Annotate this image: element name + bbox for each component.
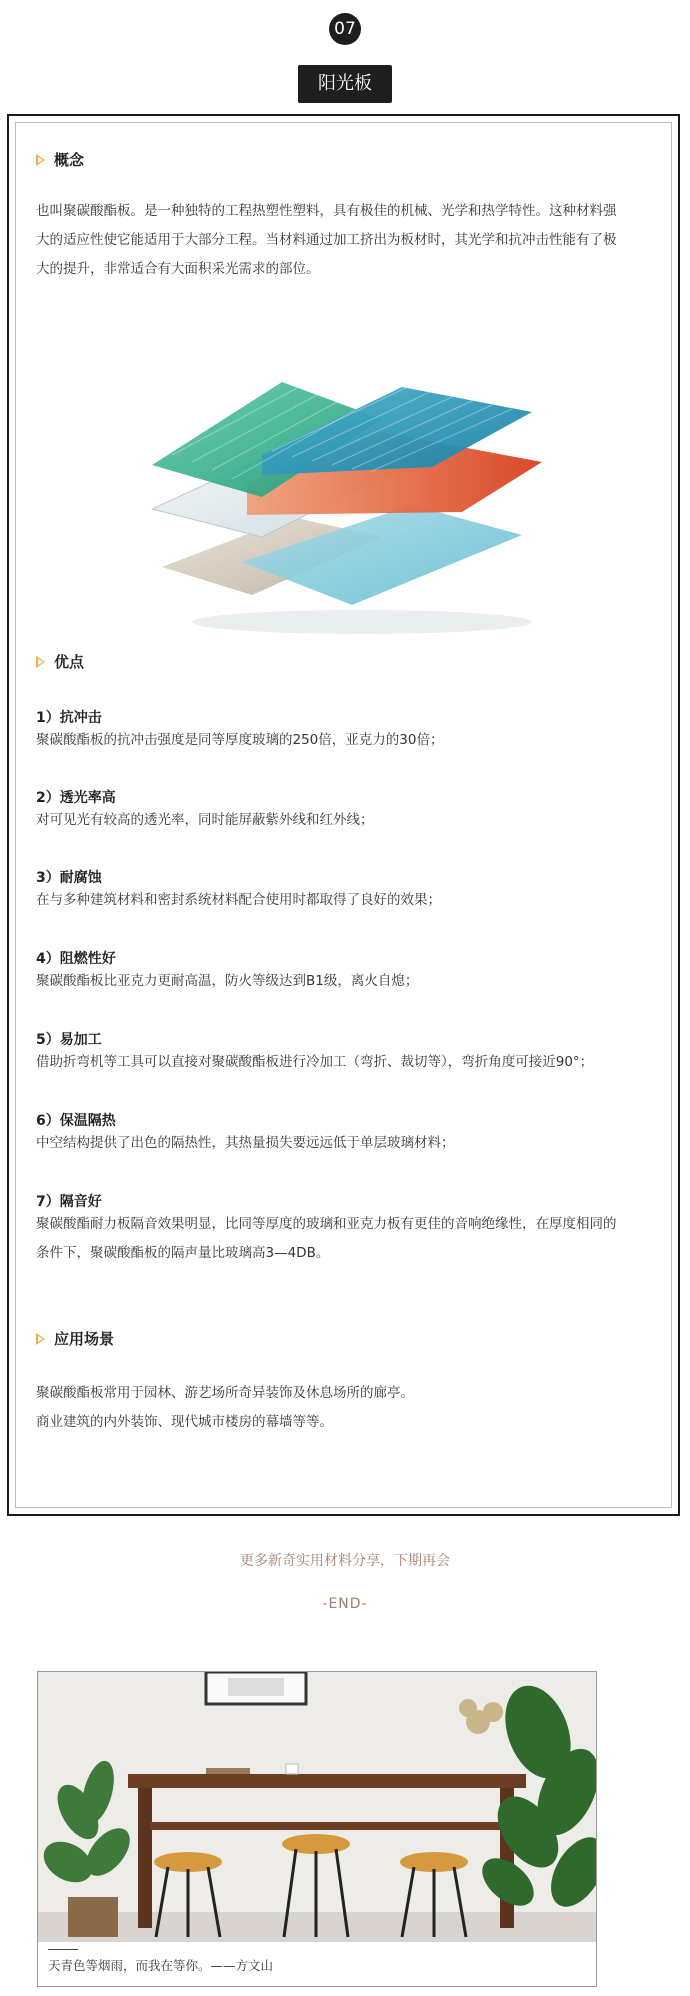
advantages-heading-label: 优点 bbox=[54, 653, 85, 671]
concept-paragraph bbox=[36, 197, 666, 284]
triangle-bullet-icon bbox=[36, 656, 45, 668]
section-number-badge: 07 bbox=[329, 13, 361, 45]
advantage-title: 7）隔音好 bbox=[36, 1194, 102, 1210]
advantage-title: 6）保温隔热 bbox=[36, 1113, 116, 1129]
concept-line: 大的提升，非常适合有大面积采光需求的部位。 bbox=[36, 261, 320, 277]
advantage-desc: 对可见光有较高的透光率，同时能屏蔽紫外线和红外线； bbox=[36, 812, 374, 828]
advantages-heading bbox=[36, 651, 84, 672]
polycarbonate-sheets-image bbox=[152, 337, 552, 637]
section-title: 阳光板 bbox=[298, 65, 392, 103]
advantage-desc: 聚碳酸酯板的抗冲击强度是同等厚度玻璃的250倍，亚克力的30倍； bbox=[36, 732, 444, 748]
applications-line: 聚碳酸酯板常用于园林、游艺场所奇异装饰及休息场所的廊亭。 bbox=[36, 1385, 414, 1401]
interior-photo bbox=[37, 1671, 597, 1987]
concept-line: 也叫聚碳酸酯板。是一种独特的工程热塑性塑料，具有极佳的机械、光学和热学特性。这种材料强 bbox=[36, 203, 617, 219]
concept-heading-label: 概念 bbox=[54, 151, 85, 169]
applications-heading bbox=[36, 1328, 114, 1349]
content-inner-frame bbox=[15, 122, 672, 1508]
advantage-title: 1）抗冲击 bbox=[36, 710, 102, 726]
photo-caption: 天青色等烟雨，而我在等你。——方文山 bbox=[48, 1958, 274, 1973]
concept-line: 大的适应性使它能适用于大部分工程。当材料通过加工挤出为板材时，其光学和抗冲击性能有了极 bbox=[36, 232, 617, 248]
advantage-title: 3）耐腐蚀 bbox=[36, 870, 102, 886]
advantage-desc-line: 条件下，聚碳酸酯板的隔声量比玻璃高3—4DB。 bbox=[36, 1245, 330, 1261]
applications-paragraph bbox=[36, 1379, 666, 1437]
advantage-desc: 在与多种建筑材料和密封系统材料配合使用时都取得了良好的效果； bbox=[36, 892, 441, 908]
applications-line: 商业建筑的内外装饰、现代城市楼房的幕墙等等。 bbox=[36, 1414, 333, 1430]
advantage-title: 2）透光率高 bbox=[36, 790, 116, 806]
advantage-desc: 借助折弯机等工具可以直接对聚碳酸酯板进行冷加工（弯折、裁切等），弯折角度可接近90°； bbox=[36, 1054, 594, 1070]
caption-divider bbox=[48, 1949, 78, 1950]
advantage-title: 5）易加工 bbox=[36, 1032, 102, 1048]
triangle-bullet-icon bbox=[36, 154, 45, 166]
advantage-desc-line: 聚碳酸酯耐力板隔音效果明显，比同等厚度的玻璃和亚克力板有更佳的音响绝缘性，在厚度相同的 bbox=[36, 1216, 617, 1232]
content-frame bbox=[7, 114, 680, 1516]
advantage-desc bbox=[36, 1210, 666, 1268]
advantage-desc: 中空结构提供了出色的隔热性，其热量损失要远远低于单层玻璃材料； bbox=[36, 1135, 455, 1151]
concept-heading bbox=[36, 149, 84, 170]
triangle-bullet-icon bbox=[36, 1333, 45, 1345]
advantage-desc: 聚碳酸酯板比亚克力更耐高温，防火等级达到B1级，离火自熄； bbox=[36, 973, 419, 989]
table-stools-image bbox=[38, 1672, 597, 1942]
footer-note: 更多新奇实用材料分享，下期再会 bbox=[240, 1553, 450, 1569]
advantage-title: 4）阻燃性好 bbox=[36, 951, 116, 967]
end-marker: -END- bbox=[322, 1596, 368, 1612]
applications-heading-label: 应用场景 bbox=[54, 1330, 115, 1348]
